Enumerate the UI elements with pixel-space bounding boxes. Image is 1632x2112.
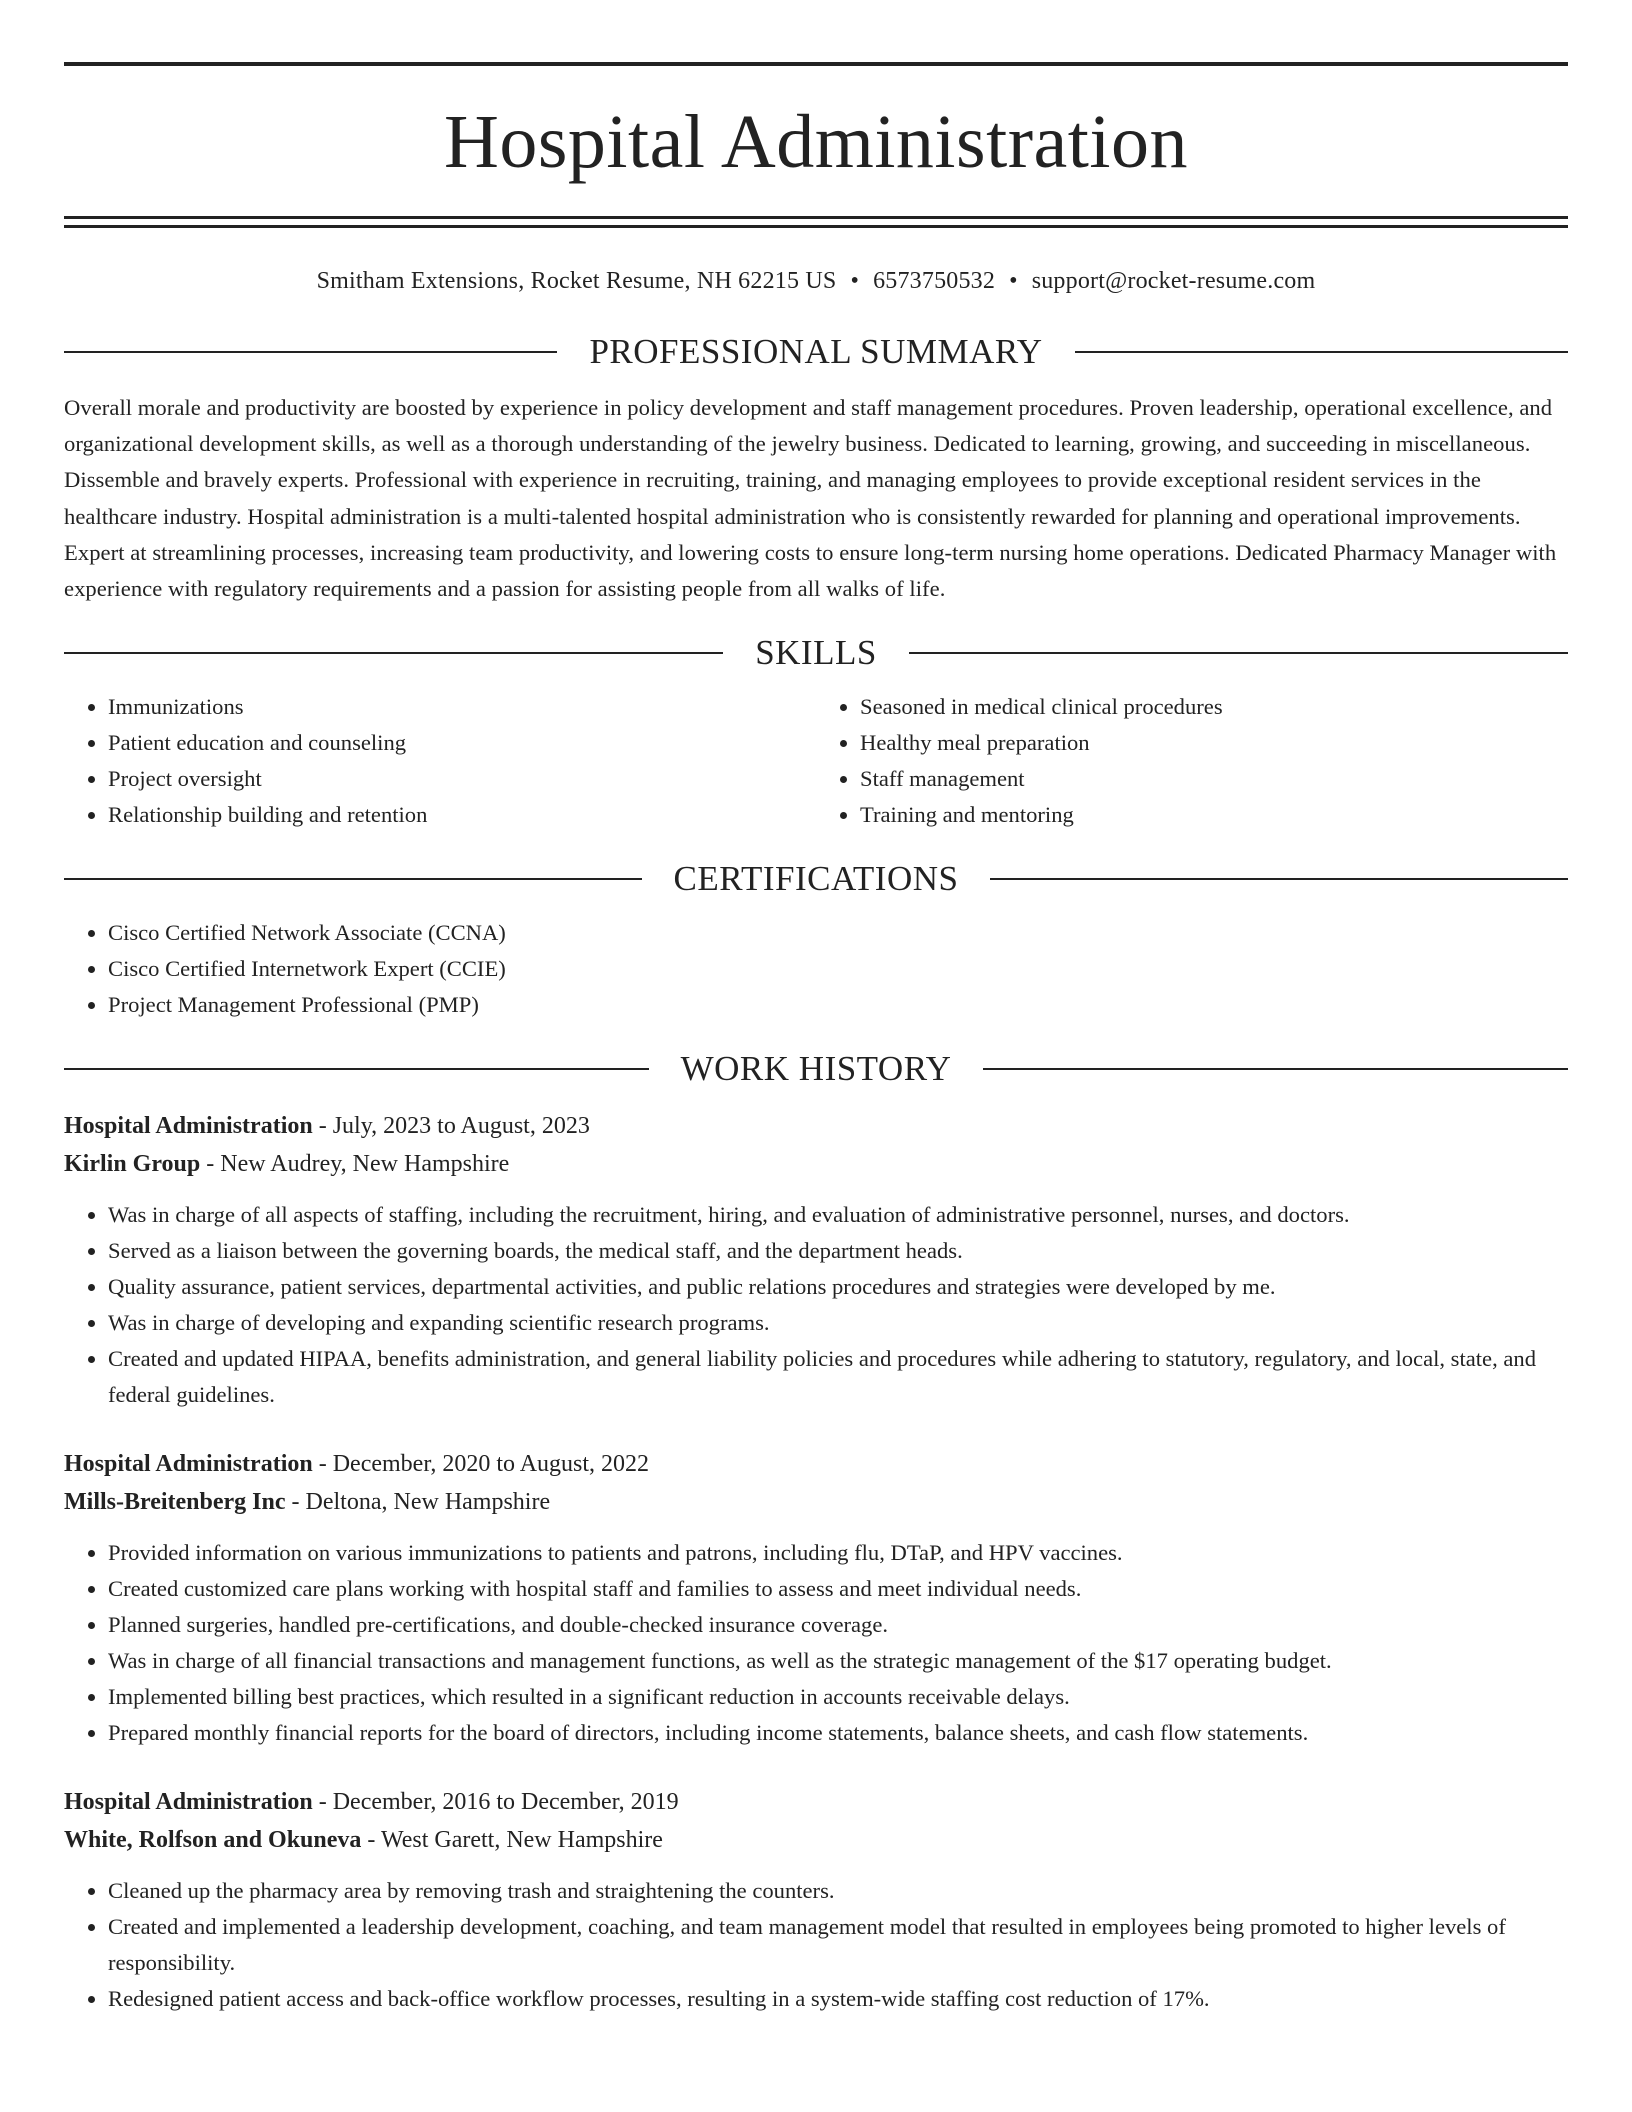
certification-item: • Cisco Certified Internetwork Expert (CCIE) xyxy=(108,951,1568,987)
job-entry xyxy=(64,1107,1568,1413)
section-rule xyxy=(1075,351,1568,353)
job-location: - Deltona, New Hampshire xyxy=(285,1489,551,1516)
section-heading-work-history xyxy=(64,1045,1568,1093)
section-rule xyxy=(64,878,642,880)
job-bullet: • Was in charge of all financial transactions and management functions, as well as the strategic management of the $17 operating budget. xyxy=(108,1643,1568,1679)
job-title-line xyxy=(64,1107,1568,1145)
contact-separator: • xyxy=(1009,268,1018,294)
skill-item: • Training and mentoring xyxy=(860,797,1568,833)
job-company-line xyxy=(64,1145,1568,1183)
contact-address: Smitham Extensions, Rocket Resume, NH 62215 US xyxy=(316,268,837,294)
job-bullets xyxy=(64,1197,1568,1413)
skills-column-left xyxy=(64,689,816,833)
contact-separator: • xyxy=(850,268,860,294)
job-bullets xyxy=(64,1873,1568,2017)
resume-name: Hospital Administration xyxy=(443,100,1189,184)
skill-item: • Immunizations xyxy=(108,689,816,725)
section-heading-certifications xyxy=(64,855,1568,903)
job-location: - West Garett, New Hampshire xyxy=(361,1827,663,1854)
job-company: Mills-Breitenberg Inc xyxy=(64,1489,286,1516)
header-top-rule xyxy=(64,62,1568,66)
section-heading-summary xyxy=(64,328,1568,376)
job-title-line xyxy=(64,1783,1568,1821)
contact-phone: 6573750532 xyxy=(873,268,996,294)
job-bullet: • Prepared monthly financial reports for the board of directors, including income statements, balance sheets, and cash flow statements. xyxy=(108,1715,1568,1751)
job-bullet: • Planned surgeries, handled pre-certifications, and double-checked insurance coverage. xyxy=(108,1607,1568,1643)
skill-item: • Project oversight xyxy=(108,761,816,797)
job-bullet: • Created and updated HIPAA, benefits administration, and general liability policies and procedures while adhering to statutory, regulatory, and local, state, and federal guidelines. xyxy=(108,1341,1568,1413)
section-rule xyxy=(990,878,1568,880)
job-bullet: • Was in charge of all aspects of staffing, including the recruitment, hiring, and evaluation of administrative personnel, nurses, and doctors. xyxy=(108,1197,1568,1233)
job-bullet: • Redesigned patient access and back-office workflow processes, resulting in a system-wide staffing cost reduction of 17%. xyxy=(108,1981,1568,2017)
job-dates: - December, 2016 to December, 2019 xyxy=(312,1789,679,1816)
job-title: Hospital Administration xyxy=(64,1789,313,1816)
job-bullet: • Quality assurance, patient services, departmental activities, and public relations procedures and strategies were developed by me. xyxy=(108,1269,1568,1305)
skill-item: • Staff management xyxy=(860,761,1568,797)
section-rule xyxy=(64,652,723,654)
job-bullets xyxy=(64,1535,1568,1751)
header-double-rule xyxy=(64,216,1568,228)
certification-item: • Cisco Certified Network Associate (CCNA) xyxy=(108,915,1568,951)
skills-list xyxy=(64,689,1568,833)
skills-column-right xyxy=(816,689,1568,833)
job-entry xyxy=(64,1783,1568,2017)
job-bullet: • Cleaned up the pharmacy area by removing trash and straightening the counters. xyxy=(108,1873,1568,1909)
section-heading-skills xyxy=(64,629,1568,677)
job-entry xyxy=(64,1445,1568,1751)
job-title: Hospital Administration xyxy=(64,1113,313,1140)
skill-item: • Relationship building and retention xyxy=(108,797,816,833)
job-location: - New Audrey, New Hampshire xyxy=(200,1151,510,1178)
job-bullet: • Implemented billing best practices, which resulted in a significant reduction in accounts receivable delays. xyxy=(108,1679,1568,1715)
section-rule xyxy=(64,351,557,353)
job-bullet: • Created and implemented a leadership development, coaching, and team management model that resulted in employees being promoted to higher levels of responsibility. xyxy=(108,1909,1568,1981)
job-company: White, Rolfson and Okuneva xyxy=(64,1827,362,1854)
certification-item: • Project Management Professional (PMP) xyxy=(108,987,1568,1023)
job-company-line xyxy=(64,1483,1568,1521)
job-company: Kirlin Group xyxy=(64,1151,201,1178)
section-title: SKILLS xyxy=(755,633,877,673)
job-bullet: • Provided information on various immunizations to patients and patrons, including flu, DTaP, and HPV vaccines. xyxy=(108,1535,1568,1571)
skill-item: • Seasoned in medical clinical procedures xyxy=(860,689,1568,725)
section-rule xyxy=(64,1068,649,1070)
section-rule xyxy=(983,1068,1568,1070)
job-title: Hospital Administration xyxy=(64,1451,313,1478)
skill-item: • Healthy meal preparation xyxy=(860,725,1568,761)
skill-item: • Patient education and counseling xyxy=(108,725,816,761)
job-bullet: • Created customized care plans working with hospital staff and families to assess and meet individual needs. xyxy=(108,1571,1568,1607)
section-title: CERTIFICATIONS xyxy=(673,859,959,899)
job-company-line xyxy=(64,1821,1568,1859)
contact-email: support@rocket-resume.com xyxy=(1031,268,1316,294)
job-title-line xyxy=(64,1445,1568,1483)
job-dates: - July, 2023 to August, 2023 xyxy=(312,1113,590,1140)
section-title: WORK HISTORY xyxy=(680,1049,952,1089)
summary-text: Overall morale and productivity are boosted by experience in policy development and staff management procedures. Proven leadership, operational excellence, and organizational development skills, as well as a thorough understanding of the jewelry business. Dedicated to learning, growing, and succeeding in miscellaneous. Dissemble and bravely experts. Professional with experience in recruiting, training, and managing employees to provide exceptional resident services in the healthcare industry. Hospital administration is a multi-talented hospital administration who is consistently rewarded for planning and operational improvements. Expert at streamlining processes, increasing team productivity, and lowering costs to ensure long-term nursing home operations. Dedicated Pharmacy Manager with experience with regulatory requirements and a passion for assisting people from all walks of life. xyxy=(64,395,1557,602)
certifications-list xyxy=(64,915,1568,1023)
section-rule xyxy=(909,652,1568,654)
job-bullet: • Served as a liaison between the governing boards, the medical staff, and the department heads. xyxy=(108,1233,1568,1269)
contact-line xyxy=(64,264,1568,298)
job-bullet: • Was in charge of developing and expanding scientific research programs. xyxy=(108,1305,1568,1341)
section-title: PROFESSIONAL SUMMARY xyxy=(589,332,1043,371)
job-dates: - December, 2020 to August, 2022 xyxy=(312,1451,650,1478)
